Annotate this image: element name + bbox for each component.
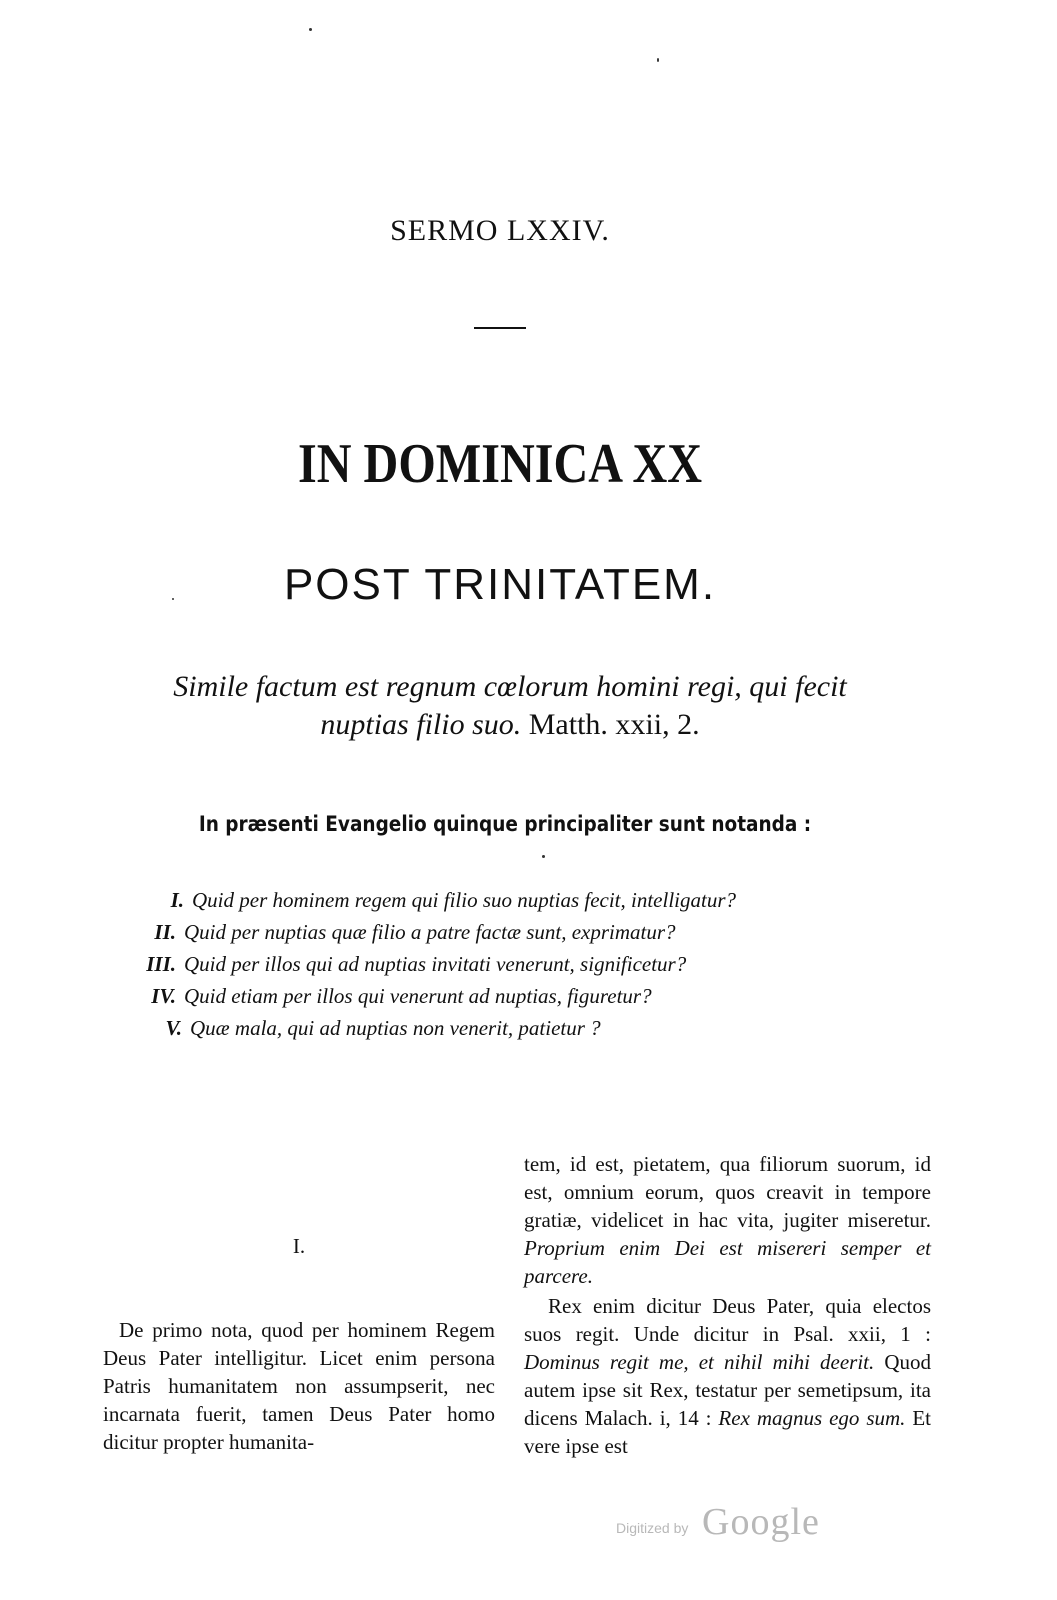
point-number: IV.	[151, 984, 176, 1008]
digitized-label: Digitized by	[616, 1520, 689, 1536]
point-number: III.	[146, 952, 176, 976]
point-text: Quid per hominem regem qui filio suo nuptias fecit, intelligatur?	[192, 888, 737, 912]
point-number: II.	[154, 920, 176, 944]
point-number: V.	[165, 1016, 182, 1040]
left-column-text: De primo nota, quod per hominem Regem Deus Pater intelligitur. Licet enim persona Patris humanitatem non assumpserit, nec incarnata fuerit, tamen Deus Pater homo dicitur propter humanita-	[103, 1318, 495, 1454]
google-logo: Google	[702, 1501, 820, 1543]
point-number: I.	[170, 888, 184, 912]
digitized-watermark	[612, 1500, 832, 1544]
verse-text-line-1: Simile factum est regnum cœlorum homini regi, qui fecit	[173, 670, 847, 703]
title-divider	[474, 327, 526, 329]
paragraph-text: tem, id est, pietatem, qua filiorum suorum, id est, omnium eorum, quos creavit in tempore gratiæ, videlicet in hac vita, jugiter miseretur.	[524, 1152, 931, 1232]
page-subtitle: POST TRINITATEM.	[283, 560, 717, 609]
points-list	[142, 884, 862, 1044]
point-text: Quid per illos qui ad nuptias invitati venerunt, significetur?	[184, 952, 687, 976]
sermon-number: SERMO LXXIV.	[390, 214, 610, 247]
right-column-text	[524, 1150, 931, 1462]
ink-speck	[309, 28, 312, 31]
list-item	[142, 884, 862, 916]
paragraph	[524, 1292, 931, 1460]
paragraph-text: Quod autem ipse sit Rex, testatur per semetipsum, ita dicens Malach. i, 14 :	[524, 1350, 931, 1430]
list-item	[142, 980, 862, 1012]
point-text: Quæ mala, qui ad nuptias non venerit, patietur ?	[190, 1016, 601, 1040]
paragraph	[524, 1150, 931, 1290]
list-item	[142, 916, 862, 948]
paragraph-text: Rex enim dicitur Deus Pater, quia electos suos regit. Unde dicitur in Psal. xxii, 1 :	[524, 1294, 931, 1346]
ink-speck	[542, 855, 545, 858]
verse-text-line-2: nuptias filio suo.	[320, 708, 522, 741]
quotation: Proprium enim Dei est misereri semper et parcere.	[524, 1236, 931, 1288]
ink-speck	[657, 58, 659, 62]
point-text: Quid per nuptias quæ filio a patre factæ sunt, exprimatur?	[184, 920, 676, 944]
list-item	[142, 948, 862, 980]
scripture-verse	[80, 668, 940, 744]
intro-sentence: In præsenti Evangelio quinque principaliter sunt notanda :	[198, 812, 812, 836]
section-number: I.	[292, 1234, 306, 1258]
verse-reference: Matth. xxii, 2.	[528, 708, 700, 741]
quotation: Rex magnus ego sum.	[718, 1406, 906, 1430]
paragraph-text: Et vere ipse est	[524, 1406, 932, 1458]
quotation: Dominus regit me, et nihil mihi deerit.	[524, 1350, 875, 1374]
point-text: Quid etiam per illos qui venerunt ad nuptias, figuretur?	[184, 984, 652, 1008]
page-title: IN DOMINICA XX	[297, 433, 703, 495]
list-item	[142, 1012, 862, 1044]
